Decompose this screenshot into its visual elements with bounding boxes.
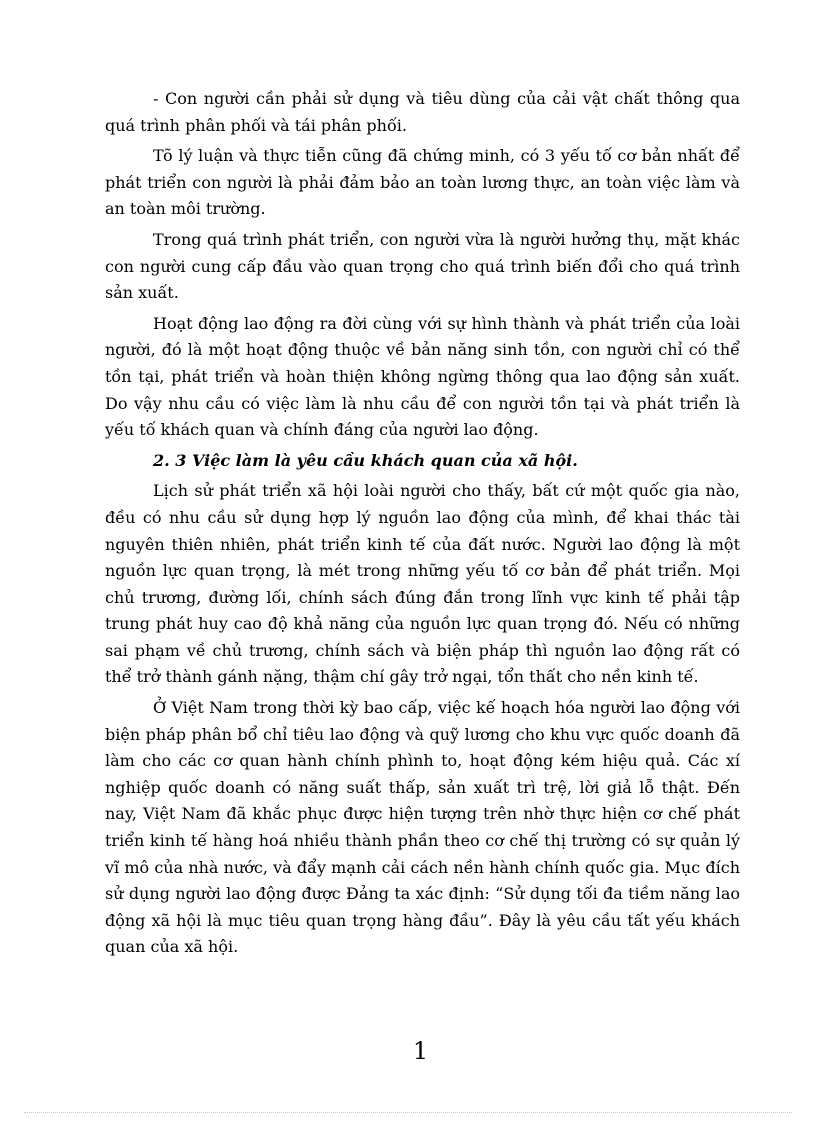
paragraph: Trong quá trình phát triển, con người vừa là người hưởng thụ, mặt khác con người cung cấp đầu vào quan trọng cho quá trình biến đổi cho quá trình sản xuất.: [105, 229, 740, 303]
document-body: [105, 86, 740, 965]
paragraph: Lịch sử phát triển xã hội loài người cho thấy, bất cứ một quốc gia nào, đều có nhu cầu sử dụng hợp lý nguồn lao động của mình, để khai thác tài nguyên thiên nhiên, phát triển kinh tế của đất nước. Người lao động là một nguồn lực quan trọng, là mét trong những yếu tố cơ bản để phát triển. Mọi chủ trương, đường lối, chính sách đúng đắn trong lĩnh vực kinh tế phải tập trung phát huy cao độ khả năng của nguồn lực quan trọng đó. Nếu có những sai phạm về chủ trương, chính sách và biện pháp thì nguồn lao động rất có thể trở thành gánh nặng, thậm chí gây trở ngại, tổn thất cho nền kinh tế.: [105, 481, 740, 687]
page-bottom-divider: [24, 1112, 792, 1113]
section-heading: 2. 3 Việc làm là yêu cầu khách quan của xã hội.: [153, 450, 578, 470]
paragraph: Ở Việt Nam trong thời kỳ bao cấp, việc kế hoạch hóa người lao động với biện pháp phân bổ chỉ tiêu lao động và quỹ lương cho khu vực quốc doanh đã làm cho các cơ quan hành chính phình to, hoạt động kém hiệu quả. Các xí nghiệp quốc doanh có năng suất thấp, sản xuất trì trệ, lời giả lỗ thật. Đến nay, Việt Nam đã khắc phục được hiện tượng trên nhờ thực hiện cơ chế phát triển kinh tế hàng hoá nhiều thành phần theo cơ chế thị trường có sự quản lý vĩ mô của nhà nước, và đẩy mạnh cải cách nền hành chính quốc gia. Mục đích sử dụng người lao động được Đảng ta xác định: “Sử dụng tối đa tiềm năng lao động xã hội là mục tiêu quan trọng hàng đầu”. Đây là yêu cầu tất yếu khách quan của xã hội.: [105, 698, 740, 957]
paragraph: - Con người cần phải sử dụng và tiêu dùng của cải vật chất thông qua quá trình phân phối và tái phân phối.: [105, 89, 740, 135]
paragraph: Tõ lý luận và thực tiễn cũng đã chứng minh, có 3 yếu tố cơ bản nhất để phát triển con người là phải đảm bảo an toàn lương thực, an toàn việc làm và an toàn môi trường.: [105, 146, 740, 219]
paragraph: Hoạt động lao động ra đời cùng với sự hình thành và phát triển của loài người, đó là một hoạt động thuộc về bản năng sinh tồn, con người chỉ có thể tồn tại, phát triển và hoàn thiện không ngừng thông qua lao động sản xuất. Do vậy nhu cầu có việc làm là nhu cầu để con người tồn tại và phát triển là yếu tố khách quan và chính đáng của người lao động.: [105, 313, 740, 440]
page-number: 1: [412, 1037, 429, 1065]
